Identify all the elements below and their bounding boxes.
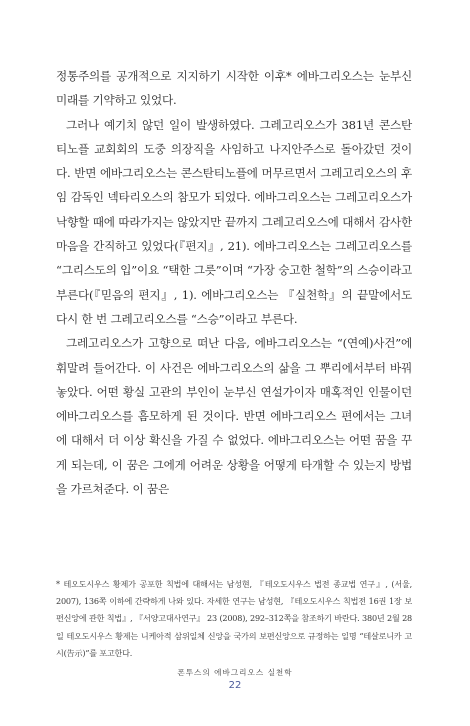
paragraph-2: 그러나 예기치 않던 일이 발생하였다. 그레고리오스가 381년 콘스탄티노플 교회회의 도중 의장직을 사임하고 나지안주스로 돌아갔던 것이다. 반면 에바그리오스는 콘스탄티노플에 머무르면서 그레고리오스의 후임 감독인 넥타리오스의 참모가 되었다. 에바그리오스는 그레고리오스가 낙향할 때에 따라가지는 않았지만 끝까지 그레고리오스에 대해서 감사한 마음을 간직하고 있었다(『편지』, 21). 에바그리오스는 그레고리오스를 “그리스도의 입”이요 “택한 그릇”이며 “가장 숭고한 철학”의 스승이라고 부른다(『믿음의 편지』, 1). 에바그리오스는 『실천학』의 끝말에서도 다시 한 번 그레고리오스를 “스승”이라고 부른다. bbox=[56, 117, 412, 326]
paragraph-3: 그레고리오스가 고향으로 떠난 다음, 에바그리오스는 “(연예)사건”에 휘말려 들어간다. 이 사건은 에바그리오스의 삶을 그 뿌리에서부터 바꿔놓았다. 어떤 황실 고관의 부인이 눈부신 연설가이자 매혹적인 인물이던 에바그리오스를 흠모하게 된 것이다. 반면 에바그리오스 편에서는 그녀에 대해서 더 이상 확신을 가질 수 없었다. 에바그리오스는 어떤 꿈을 꾸게 되는데, 이 꿈은 그에게 어려운 상황을 어떻게 타개할 수 있는지 방법을 가르쳐준다. 이 꿈은 bbox=[56, 336, 412, 497]
footnote bbox=[56, 576, 412, 662]
page-number: 22 bbox=[228, 680, 242, 691]
footnote-text: * 테오도시우스 황제가 공포한 칙법에 대해서는 남성현, 『테오도시우스 법전 종교법 연구』, (서울, 2007), 136쪽 이하에 간략하게 나와 있다. 자세한 연구는 남성현, 『테오도시우스 칙법전 16권 1장 보편신앙에 관한 칙법』, 『서양고대사연구』 23 (2008), 292–312쪽을 참조하기 바란다. 380년 2월 28일 테오도시우스 황제는 니케아적 삼위일체 신앙을 국가의 보편신앙으로 규정하는 일명 “테살로니카 고시(告示)”를 포고한다. bbox=[56, 579, 412, 658]
paragraph-1: 정통주의를 공개적으로 지지하기 시작한 이후* 에바그리오스는 눈부신 미래를 기약하고 있었다. bbox=[56, 69, 412, 108]
running-title: 폰투스의 에바그리오스 실천학 bbox=[177, 668, 293, 677]
main-text bbox=[56, 64, 412, 501]
